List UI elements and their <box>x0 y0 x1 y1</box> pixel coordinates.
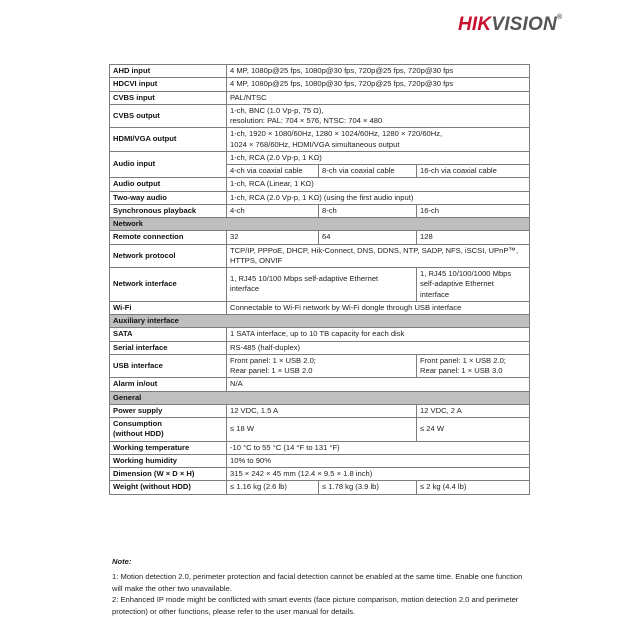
row-value <box>227 128 530 152</box>
table-row <box>110 178 530 191</box>
row-label: Wi-Fi <box>110 301 227 314</box>
row-value-col2: 8-ch <box>319 204 417 217</box>
row-label: Synchronous playback <box>110 204 227 217</box>
row-value: 12 VDC, 1.5 A <box>227 404 417 417</box>
row-label: HDCVI input <box>110 78 227 91</box>
row-value: N/A <box>227 378 530 391</box>
table-row <box>110 204 530 217</box>
row-label: Two-way audio <box>110 191 227 204</box>
section-header-row <box>110 218 530 231</box>
section-header: Auxiliary interface <box>110 315 530 328</box>
row-value: 1-ch, RCA (2.0 Vp-p, 1 KΩ) <box>227 151 530 164</box>
row-value <box>227 244 530 268</box>
row-label: CVBS output <box>110 104 227 128</box>
value-line: Front panel: 1 × USB 2.0; <box>230 355 316 365</box>
table-row <box>110 104 530 128</box>
table-row <box>110 231 530 244</box>
value-line: Rear panel: 1 × USB 3.0 <box>420 366 503 375</box>
section-header: Network <box>110 218 530 231</box>
value-line: TCP/IP, PPPoE, DHCP, Hik-Connect, DNS, DDNS, NTP, SADP, NFS, iSCSI, UPnP™, <box>230 245 519 255</box>
row-label: HDMI/VGA output <box>110 128 227 152</box>
row-label: Serial interface <box>110 341 227 354</box>
row-value-col1: 32 <box>227 231 319 244</box>
table-row <box>110 378 530 391</box>
note-item: 2: Enhanced IP mode might be conflicted with smart events (face picture comparison, motion detection 2.0 and perimeter protection) or other functions, please refer to the user manual for details. <box>112 595 519 617</box>
row-label <box>110 418 227 442</box>
table-row <box>110 65 530 78</box>
table-row <box>110 454 530 467</box>
table-row <box>110 481 530 494</box>
spec-table <box>109 64 530 495</box>
table-row <box>110 404 530 417</box>
row-value-col3 <box>417 354 530 378</box>
row-label: Audio input <box>110 151 227 178</box>
table-row <box>110 91 530 104</box>
table-row <box>110 418 530 442</box>
row-value: -10 °C to 55 °C (14 °F to 131 °F) <box>227 441 530 454</box>
row-value: 1-ch, RCA (2.0 Vp-p, 1 KΩ) (using the first audio input) <box>227 191 530 204</box>
row-label: Working humidity <box>110 454 227 467</box>
row-value-col3: ≤ 24 W <box>417 418 530 442</box>
row-label: Dimension (W × D × H) <box>110 468 227 481</box>
value-line: 1024 × 768/60Hz, HDMI/VGA simultaneous output <box>230 139 400 149</box>
row-label: Weight (without HDD) <box>110 481 227 494</box>
row-value: 10% to 90% <box>227 454 530 467</box>
table-row <box>110 328 530 341</box>
label-line: Consumption <box>113 419 162 428</box>
value-line: Front panel: 1 × USB 2.0; <box>420 355 506 365</box>
row-label: Alarm in/out <box>110 378 227 391</box>
section-header-row <box>110 391 530 404</box>
notes-section <box>112 556 528 618</box>
row-value: 4 MP, 1080p@25 fps, 1080p@30 fps, 720p@25 fps, 720p@30 fps <box>227 65 530 78</box>
value-line: HTTPS, ONVIF <box>230 255 283 265</box>
section-header-row <box>110 315 530 328</box>
value-line: 1, RJ45 10/100 Mbps self-adaptive Ethernet <box>230 274 379 284</box>
table-row <box>110 354 530 378</box>
row-value: 1-ch, RCA (Linear, 1 KΩ) <box>227 178 530 191</box>
row-value-col2: ≤ 1.78 kg (3.9 lb) <box>319 481 417 494</box>
row-value-col1: 4-ch <box>227 204 319 217</box>
row-label: Audio output <box>110 178 227 191</box>
row-label: USB interface <box>110 354 227 378</box>
row-label: Network protocol <box>110 244 227 268</box>
row-value-col3 <box>417 268 530 302</box>
row-value-col3: 128 <box>417 231 530 244</box>
table-row <box>110 151 530 164</box>
row-label: Working temperature <box>110 441 227 454</box>
row-value-col3: ≤ 2 kg (4.4 lb) <box>417 481 530 494</box>
row-value: 4 MP, 1080p@25 fps, 1080p@30 fps, 720p@25 fps, 720p@30 fps <box>227 78 530 91</box>
row-value: 315 × 242 × 45 mm (12.4 × 9.5 × 1.8 inch) <box>227 468 530 481</box>
row-value-col2: 64 <box>319 231 417 244</box>
table-row <box>110 441 530 454</box>
table-row <box>110 244 530 268</box>
notes-title: Note: <box>112 557 132 566</box>
row-label: Power supply <box>110 404 227 417</box>
row-label: CVBS input <box>110 91 227 104</box>
row-value: RS-485 (half-duplex) <box>227 341 530 354</box>
table-row <box>110 268 530 302</box>
value-line: self-adaptive Ethernet <box>420 279 494 289</box>
logo-registered-mark: ® <box>556 14 563 21</box>
note-item: 1: Motion detection 2.0, perimeter protection and facial detection cannot be enabled at the same time. Enable one function will make the other two unavailable. <box>112 571 523 593</box>
row-value: ≤ 18 W <box>227 418 417 442</box>
row-value-col3: 16-ch via coaxial cable <box>417 165 530 178</box>
value-line: 1-ch, 1920 × 1080/60Hz, 1280 × 1024/60Hz, 1280 × 720/60Hz, <box>230 129 443 139</box>
value-line: Rear panel: 1 × USB 2.0 <box>230 366 313 375</box>
value-line: interface <box>230 284 260 294</box>
row-label: Remote connection <box>110 231 227 244</box>
logo-part2: VISION <box>491 14 557 35</box>
logo-part1: HIK <box>458 14 492 35</box>
label-line: (without HDD) <box>113 429 164 439</box>
row-value <box>227 104 530 128</box>
hikvision-logo <box>458 14 562 36</box>
table-row <box>110 191 530 204</box>
row-value: 1 SATA interface, up to 10 TB capacity for each disk <box>227 328 530 341</box>
value-line: 1-ch, BNC (1.0 Vp-p, 75 Ω), <box>230 105 324 115</box>
row-value: Connectable to Wi-Fi network by Wi-Fi dongle through USB interface <box>227 301 530 314</box>
value-line: resolution: PAL: 704 × 576, NTSC: 704 × 480 <box>230 116 383 125</box>
row-value-col2: 8-ch via coaxial cable <box>319 165 417 178</box>
row-value-col3: 16-ch <box>417 204 530 217</box>
row-value-col1: ≤ 1.16 kg (2.6 lb) <box>227 481 319 494</box>
section-header: General <box>110 391 530 404</box>
row-value <box>227 268 417 302</box>
value-line: 1, RJ45 10/100/1000 Mbps <box>420 269 512 278</box>
row-value <box>227 354 417 378</box>
table-row <box>110 468 530 481</box>
table-row <box>110 301 530 314</box>
table-row <box>110 78 530 91</box>
row-label: SATA <box>110 328 227 341</box>
row-label: Network interface <box>110 268 227 302</box>
table-row <box>110 128 530 152</box>
row-value: PAL/NTSC <box>227 91 530 104</box>
row-value-col1: 4-ch via coaxial cable <box>227 165 319 178</box>
value-line: interface <box>420 289 450 299</box>
table-row <box>110 341 530 354</box>
row-label: AHD input <box>110 65 227 78</box>
row-value-col3: 12 VDC, 2 A <box>417 404 530 417</box>
